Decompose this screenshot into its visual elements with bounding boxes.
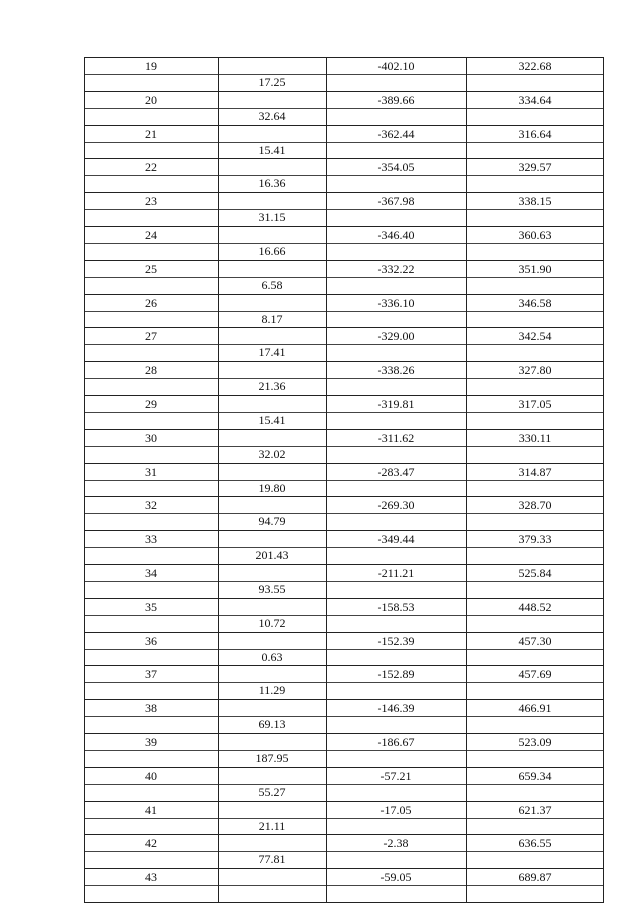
interval-value: 32.02 bbox=[258, 446, 286, 461]
interval-value: 201.43 bbox=[255, 548, 289, 563]
positive-value: 317.05 bbox=[518, 396, 552, 411]
row-number: 41 bbox=[145, 802, 157, 817]
interval-value: 15.41 bbox=[258, 412, 286, 427]
positive-value: 351.90 bbox=[518, 261, 552, 276]
row-number: 33 bbox=[145, 532, 157, 547]
positive-value: 360.63 bbox=[518, 227, 552, 242]
positive-value: 338.15 bbox=[518, 194, 552, 209]
table-row bbox=[84, 868, 604, 903]
interval-value: 69.13 bbox=[258, 717, 286, 732]
positive-value: 346.58 bbox=[518, 295, 552, 310]
row-number: 30 bbox=[145, 430, 157, 445]
negative-value: -17.05 bbox=[380, 802, 412, 817]
interval-value: 93.55 bbox=[258, 581, 286, 596]
table-row bbox=[84, 834, 604, 868]
positive-value: 525.84 bbox=[518, 565, 552, 580]
negative-value: -329.00 bbox=[377, 329, 415, 344]
positive-value: 379.33 bbox=[518, 532, 552, 547]
interval-value: 11.29 bbox=[258, 683, 286, 698]
table-row bbox=[84, 57, 604, 91]
negative-value: -367.98 bbox=[377, 194, 415, 209]
table-row bbox=[84, 564, 604, 598]
table-row bbox=[84, 463, 604, 497]
row-number: 38 bbox=[145, 701, 157, 716]
negative-value: -158.53 bbox=[377, 599, 415, 614]
negative-value: -402.10 bbox=[377, 59, 415, 73]
table-row bbox=[84, 665, 604, 699]
negative-value: -349.44 bbox=[377, 532, 415, 547]
table-row bbox=[84, 429, 604, 463]
negative-value: -152.89 bbox=[377, 667, 415, 682]
negative-value: -186.67 bbox=[377, 734, 415, 749]
row-number: 36 bbox=[145, 633, 157, 648]
row-number: 29 bbox=[145, 396, 157, 411]
interval-value: 19.80 bbox=[258, 480, 286, 495]
row-number: 25 bbox=[145, 261, 157, 276]
positive-value: 457.30 bbox=[518, 633, 552, 648]
table-row bbox=[84, 530, 604, 564]
interval-value: 15.41 bbox=[258, 142, 286, 157]
row-number: 22 bbox=[145, 160, 157, 175]
negative-value: -389.66 bbox=[377, 92, 415, 107]
negative-value: -2.38 bbox=[383, 836, 409, 851]
interval-value: 77.81 bbox=[258, 852, 286, 867]
negative-value: -59.05 bbox=[380, 870, 412, 885]
interval-value: 6.58 bbox=[261, 277, 283, 292]
positive-value: 523.09 bbox=[518, 734, 552, 749]
positive-value: 322.68 bbox=[518, 59, 552, 73]
negative-value: -336.10 bbox=[377, 295, 415, 310]
table-row bbox=[84, 632, 604, 666]
interval-value: 0.63 bbox=[261, 649, 283, 664]
interval-value: 21.36 bbox=[258, 379, 286, 394]
interval-value: 17.41 bbox=[258, 345, 286, 360]
table-row bbox=[84, 158, 604, 192]
row-number: 31 bbox=[145, 464, 157, 479]
interval-value: 17.25 bbox=[258, 75, 286, 89]
interval-value: 21.11 bbox=[258, 818, 286, 833]
positive-value: 328.70 bbox=[518, 498, 552, 513]
positive-value: 314.87 bbox=[518, 464, 552, 479]
interval-value: 187.95 bbox=[255, 750, 289, 765]
positive-value: 659.34 bbox=[518, 768, 552, 783]
data-table bbox=[84, 57, 604, 903]
negative-value: -346.40 bbox=[377, 227, 415, 242]
positive-value: 636.55 bbox=[518, 836, 552, 851]
negative-value: -362.44 bbox=[377, 126, 415, 141]
interval-value: 55.27 bbox=[258, 784, 286, 799]
row-number: 39 bbox=[145, 734, 157, 749]
row-number: 32 bbox=[145, 498, 157, 513]
table-row bbox=[84, 294, 604, 328]
positive-value: 327.80 bbox=[518, 363, 552, 378]
negative-value: -283.47 bbox=[377, 464, 415, 479]
table-row bbox=[84, 260, 604, 294]
row-number: 28 bbox=[145, 363, 157, 378]
row-number: 26 bbox=[145, 295, 157, 310]
negative-value: -354.05 bbox=[377, 160, 415, 175]
table-row bbox=[84, 226, 604, 260]
interval-value: 31.15 bbox=[258, 210, 286, 225]
row-number: 19 bbox=[145, 59, 157, 73]
positive-value: 689.87 bbox=[518, 870, 552, 885]
row-number: 34 bbox=[145, 565, 157, 580]
row-number: 27 bbox=[145, 329, 157, 344]
table-row bbox=[84, 327, 604, 361]
negative-value: -319.81 bbox=[377, 396, 415, 411]
interval-value: 8.17 bbox=[261, 311, 283, 326]
row-number: 40 bbox=[145, 768, 157, 783]
negative-value: -311.62 bbox=[377, 430, 415, 445]
table-row bbox=[84, 361, 604, 395]
table-row bbox=[84, 801, 604, 835]
table-row bbox=[84, 395, 604, 429]
negative-value: -332.22 bbox=[377, 261, 415, 276]
positive-value: 316.64 bbox=[518, 126, 552, 141]
negative-value: -211.21 bbox=[377, 565, 415, 580]
positive-value: 621.37 bbox=[518, 802, 552, 817]
row-number: 43 bbox=[145, 870, 157, 885]
table-row bbox=[84, 699, 604, 733]
column-rule bbox=[218, 869, 219, 902]
negative-value: -57.21 bbox=[380, 768, 412, 783]
interval-value: 16.36 bbox=[258, 176, 286, 191]
interval-value: 10.72 bbox=[258, 615, 286, 630]
table-row bbox=[84, 496, 604, 530]
table-row bbox=[84, 192, 604, 226]
interval-value: 94.79 bbox=[258, 514, 286, 529]
positive-value: 466.91 bbox=[518, 701, 552, 716]
table-row bbox=[84, 733, 604, 767]
positive-value: 330.11 bbox=[518, 430, 552, 445]
table-row bbox=[84, 598, 604, 632]
row-number: 42 bbox=[145, 836, 157, 851]
positive-value: 448.52 bbox=[518, 599, 552, 614]
positive-value: 342.54 bbox=[518, 329, 552, 344]
table-row bbox=[84, 91, 604, 125]
negative-value: -269.30 bbox=[377, 498, 415, 513]
row-number: 24 bbox=[145, 227, 157, 242]
negative-value: -146.39 bbox=[377, 701, 415, 716]
interval-value: 16.66 bbox=[258, 243, 286, 258]
positive-value: 329.57 bbox=[518, 160, 552, 175]
row-number: 23 bbox=[145, 194, 157, 209]
negative-value: -338.26 bbox=[377, 363, 415, 378]
row-number: 35 bbox=[145, 599, 157, 614]
row-number: 20 bbox=[145, 92, 157, 107]
row-number: 21 bbox=[145, 126, 157, 141]
interval-value: 32.64 bbox=[258, 108, 286, 123]
positive-value: 457.69 bbox=[518, 667, 552, 682]
table-row bbox=[84, 125, 604, 159]
negative-value: -152.39 bbox=[377, 633, 415, 648]
table-row bbox=[84, 767, 604, 801]
positive-value: 334.64 bbox=[518, 92, 552, 107]
row-number: 37 bbox=[145, 667, 157, 682]
